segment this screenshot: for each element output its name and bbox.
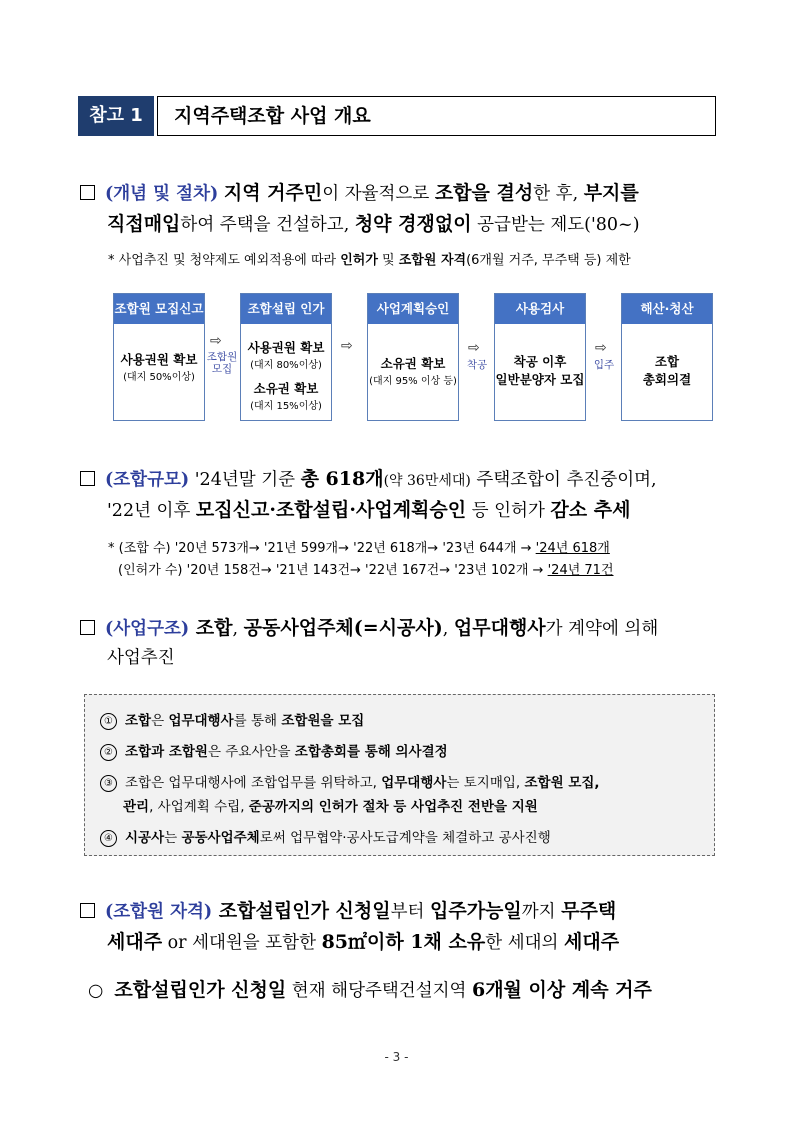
- checkbox-icon: [80, 620, 95, 635]
- arrow-icon: ⇨: [341, 338, 353, 354]
- section-concept-line1: (개념 및 절차) 지역 거주민이 자율적으로 조합을 결성한 후, 부지를: [80, 178, 639, 205]
- page-number: - 3 -: [384, 1050, 409, 1064]
- structure-item-2: ② 조합과 조합원은 주요사안을 조합총회를 통해 의사결정: [100, 740, 448, 761]
- structure-item-4: ④ 시공사는 공동사업주체로써 업무협약·공사도급계약을 체결하고 공사진행: [100, 826, 551, 847]
- arrow-icon: ⇨: [595, 340, 607, 356]
- process-step-establish: 조합설립 인가 사용권원 확보 (대지 80%이상) 소유권 확보 (대지 15%이상): [240, 293, 332, 421]
- checkbox-icon: [80, 471, 95, 486]
- process-step-plan-approval: 사업계획승인 소유권 확보 (대지 95% 이상 등): [367, 293, 459, 421]
- arrow-label-recruit: 조합원 모집: [206, 351, 238, 375]
- arrow-label-move-in: 입주: [593, 359, 615, 371]
- scale-note-count: * (조합 수) '20년 573개→ '21년 599개→ '22년 618개→ '23년 644개 → '24년 618개: [108, 541, 610, 556]
- section-eligibility-line1: (조합원 자격) 조합설립인가 신청일부터 입주가능일까지 무주택: [80, 896, 616, 923]
- process-step-dissolution: 해산·청산 조합 총회의결: [621, 293, 713, 421]
- section-concept-line2: 직접매입하여 주택을 건설하고, 청약 경쟁없이 공급받는 제도('80~): [107, 213, 640, 235]
- page-title: 지역주택조합 사업 개요: [157, 96, 716, 136]
- section-structure-line1: (사업구조) 조합, 공동사업주체(=시공사), 업무대행사가 계약에 의해: [80, 613, 658, 640]
- section-structure-line2: 사업추진: [107, 648, 175, 668]
- arrow-icon: ⇨: [210, 333, 222, 349]
- arrow-icon: ⇨: [468, 340, 480, 356]
- concept-note: * 사업추진 및 청약제도 예외적용에 따라 인허가 및 조합원 자격(6개월 거주, 무주택 등) 제한: [108, 253, 631, 268]
- checkbox-icon: [80, 903, 95, 918]
- process-step-recruit: 조합원 모집신고 사용권원 확보 (대지 50%이상): [113, 293, 205, 421]
- section-scale-line1: (조합규모) '24년말 기준 총 618개(약 36만세대) 주택조합이 추진중이며,: [80, 464, 657, 491]
- checkbox-icon: [80, 185, 95, 200]
- section-scale-line2: '22년 이후 모집신고·조합설립·사업계획승인 등 인허가 감소 추세: [107, 499, 631, 521]
- arrow-label-construction: 착공: [466, 359, 488, 371]
- scale-note-permits: (인허가 수) '20년 158건→ '21년 143건→ '22년 167건→ '23년 102개 → '24년 71건: [118, 563, 614, 578]
- process-step-inspection: 사용검사 착공 이후 일반분양자 모집: [494, 293, 586, 421]
- structure-item-1: ① 조합은 업무대행사를 통해 조합원을 모집: [100, 709, 364, 730]
- reference-tag: 참고 1: [78, 96, 154, 136]
- structure-item-3-cont: 관리, 사업계획 수립, 준공까지의 인허가 절차 등 사업추진 전반을 지원: [123, 799, 538, 815]
- eligibility-residence-bullet: ○ 조합설립인가 신청일 현재 해당주택건설지역 6개월 이상 계속 거주: [88, 979, 652, 1001]
- structure-item-3: ③ 조합은 업무대행사에 조합업무를 위탁하고, 업무대행사는 토지매입, 조합원 모집,: [100, 771, 600, 792]
- circle-bullet-icon: ○: [88, 981, 104, 1001]
- section-eligibility-line2: 세대주 or 세대원을 포함한 85㎡이하 1채 소유한 세대의 세대주: [107, 931, 620, 953]
